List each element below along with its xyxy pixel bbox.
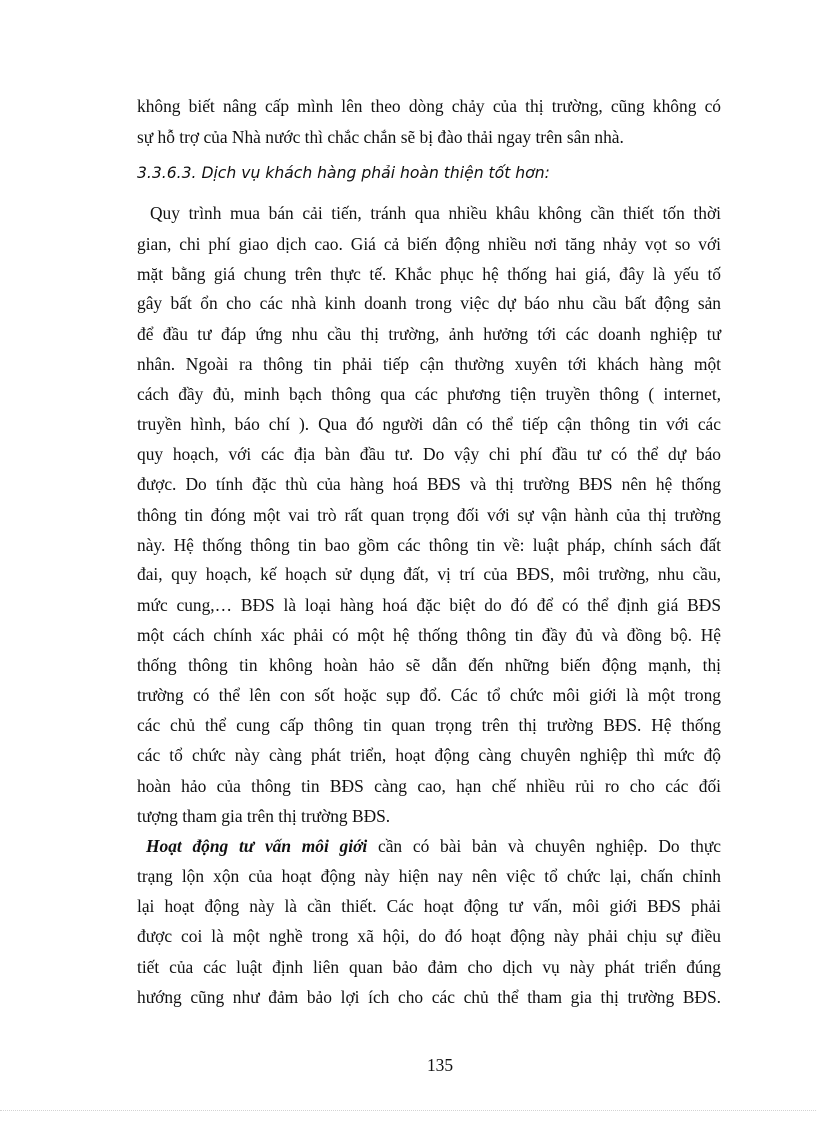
body-text-line: được. Do tính đặc thù của hàng hoá BĐS và thị trường BĐS nên hệ thống <box>137 474 721 494</box>
body-text-line: mức cung,… BĐS là loại hàng hoá đặc biệt do đó để có thể định giá BĐS <box>137 595 721 615</box>
body-text-line: được coi là một nghề trong xã hội, do đó hoạt động này phải chịu sự điều <box>137 926 721 946</box>
body-text-line: thông tin đóng một vai trò rất quan trọng đối với sự vận hành của thị trường <box>137 505 721 525</box>
body-text-run: cần có bài bản và chuyên nghiệp. Do thực <box>367 836 722 856</box>
body-text-line: mặt bằng giá chung trên thực tế. Khắc phục hệ thống hai giá, đây là yếu tố <box>137 264 721 284</box>
body-text-line: gây bất ổn cho các nhà kinh doanh trong việc dự báo nhu cầu bất động sản <box>137 293 721 313</box>
body-text-line: thống thông tin không hoàn hảo sẽ dẫn đến những biến động mạnh, thị <box>137 655 721 675</box>
body-text-line: đai, quy hoạch, kế hoạch sử dụng đất, vị trí của BĐS, môi trường, nhu cầu, <box>137 564 721 584</box>
body-text-line: truyền hình, báo chí ). Qua đó người dân có thể tiếp cận thông tin với các <box>137 414 721 434</box>
body-text-line: sự hỗ trợ của Nhà nước thì chắc chắn sẽ bị đào thải ngay trên sân nhà. <box>137 127 624 147</box>
body-text-line: hướng cũng như đảm bảo lợi ích cho các chủ thể tham gia thị trường BĐS. <box>137 987 721 1007</box>
paragraph-first-line <box>146 835 721 857</box>
body-text-line: trường có thể lên con sốt hoặc sụp đổ. Các tổ chức môi giới là một trong <box>137 685 721 705</box>
body-text-line: trạng lộn xộn của hoạt động này hiện nay nên việc tổ chức lại, chấn chỉnh <box>137 866 721 886</box>
body-text-line: lại hoạt động này là cần thiết. Các hoạt động tư vấn, môi giới BĐS phải <box>137 896 721 916</box>
body-text-line: cách đầy đủ, minh bạch thông qua các phương tiện truyền thông ( internet, <box>137 384 721 404</box>
body-text-line: quy hoạch, với các địa bàn đầu tư. Do vậy chi phí đầu tư có thể dự báo <box>137 444 721 464</box>
body-text-line: không biết nâng cấp mình lên theo dòng chảy của thị trường, cũng không có <box>137 96 721 116</box>
body-text-line: nhân. Ngoài ra thông tin phải tiếp cận thường xuyên tới khách hàng một <box>137 354 721 374</box>
body-text-line: một cách chính xác phải có một hệ thống thông tin đầy đủ và đồng bộ. Hệ <box>137 625 721 645</box>
paragraph-first-line: Quy trình mua bán cải tiến, tránh qua nhiều khâu không cần thiết tốn thời <box>150 203 721 223</box>
body-text-line: để đầu tư đáp ứng nhu cầu thị trường, ảnh hưởng tới các doanh nghiệp tư <box>137 324 721 344</box>
body-text-line: các chủ thể cung cấp thông tin quan trọng trên thị trường BĐS. Hệ thống <box>137 715 721 735</box>
body-text-line: tiết của các luật định liên quan bảo đảm cho dịch vụ này phát triển đúng <box>137 957 721 977</box>
body-text-line: này. Hệ thống thông tin bao gồm các thông tin về: luật pháp, chính sách đất <box>137 535 721 555</box>
body-text-line: tượng tham gia trên thị trường BĐS. <box>137 806 391 826</box>
section-heading: 3.3.6.3. Dịch vụ khách hàng phải hoàn thiện tốt hơn: <box>137 164 550 182</box>
body-text-line: hoàn hảo của thông tin BĐS càng cao, hạn chế nhiều rủi ro cho các đối <box>137 776 721 796</box>
emphasis-term: Hoạt động tư vấn môi giới <box>146 836 368 856</box>
page-number: 135 <box>426 1055 454 1075</box>
body-text-line: các tổ chức này càng phát triển, hoạt động càng chuyên nghiệp thì mức độ <box>137 745 721 765</box>
body-text-line: gian, chi phí giao dịch cao. Giá cả biến động nhiều nơi tăng nhảy vọt so với <box>137 234 721 254</box>
page-divider <box>0 1110 816 1111</box>
